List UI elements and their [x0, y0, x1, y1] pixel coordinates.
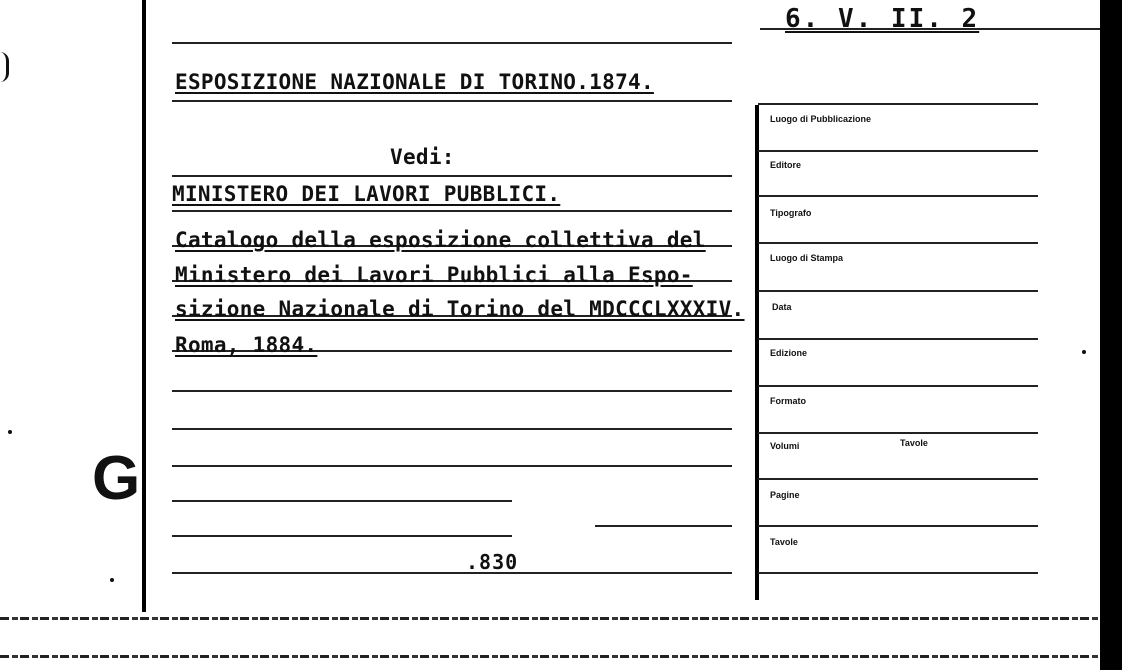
field-label-format: Formato	[770, 396, 806, 406]
heading: MINISTERO DEI LAVORI PUBBLICI.	[172, 182, 561, 206]
field-label-volumes: Volumi	[770, 441, 800, 451]
margin-letter: G	[92, 444, 141, 513]
rule-line	[172, 42, 732, 44]
field-label-edition: Edizione	[770, 348, 808, 358]
description-line: Catalogo della esposizione collettiva del	[175, 228, 706, 252]
field-label-publisher: Editore	[770, 160, 802, 170]
form-line	[758, 385, 1038, 387]
field-label-date: Data	[772, 302, 792, 312]
rule-line	[172, 428, 732, 430]
rule-line	[172, 465, 732, 467]
field-label-place-of-printing: Luogo di Stampa	[770, 253, 843, 263]
rule-line	[172, 100, 732, 102]
shelfmark: 6. V. II. 2	[785, 4, 980, 34]
left-margin-rule	[142, 0, 146, 612]
field-label-plates-2: Tavole	[770, 537, 798, 547]
card-title: ESPOSIZIONE NAZIONALE DI TORINO.1874.	[175, 70, 654, 94]
field-label-printer: Tipografo	[770, 208, 812, 218]
rule-line	[172, 210, 732, 212]
bottom-dash-band	[0, 655, 1100, 658]
rule-line	[595, 525, 732, 527]
rule-line	[172, 500, 512, 502]
bottom-dash-band	[0, 617, 1100, 620]
form-line	[758, 290, 1038, 292]
form-line	[758, 242, 1038, 244]
speck	[110, 578, 114, 582]
rule-line	[172, 175, 732, 177]
rule-line	[172, 572, 732, 574]
rule-line	[172, 535, 512, 537]
form-line	[758, 103, 1038, 105]
form-line	[758, 150, 1038, 152]
speck	[8, 430, 12, 434]
description-line: Ministero dei Lavori Pubblici alla Espo-	[175, 263, 693, 287]
right-edge-border	[1100, 0, 1122, 670]
form-line	[758, 572, 1038, 574]
rule-line	[172, 390, 732, 392]
form-line	[758, 195, 1038, 197]
form-line	[758, 525, 1038, 527]
edge-mark	[0, 52, 9, 82]
form-line	[758, 478, 1038, 480]
description-line: sizione Nazionale di Torino del MDCCCLXXXIV.	[175, 297, 745, 321]
see-label: Vedi:	[390, 145, 455, 169]
stamp-number: .830	[466, 550, 519, 574]
field-label-plates: Tavole	[900, 438, 928, 448]
form-line	[758, 432, 1038, 434]
description-line: Roma, 1884.	[175, 333, 318, 357]
speck	[1082, 350, 1086, 354]
field-label-pages: Pagine	[770, 490, 800, 500]
field-label-place-of-publication: Luogo di Pubblicazione	[770, 114, 871, 124]
form-line	[758, 338, 1038, 340]
